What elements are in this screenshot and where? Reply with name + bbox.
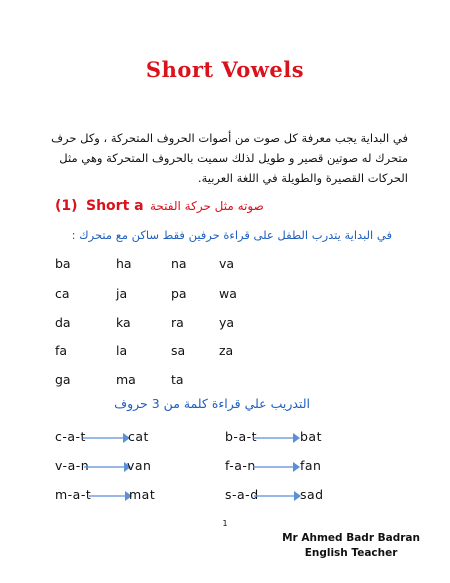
spelled-word: f-a-n bbox=[225, 458, 256, 473]
blended-word: sad bbox=[300, 487, 324, 502]
spelled-word: b-a-t bbox=[225, 429, 258, 444]
syllable: ya bbox=[219, 315, 235, 330]
syllable: ta bbox=[171, 372, 184, 387]
syllable: na bbox=[171, 256, 187, 271]
syllable: sa bbox=[171, 343, 186, 358]
syllable: va bbox=[219, 256, 235, 271]
blended-word: bat bbox=[300, 429, 322, 444]
spelled-word: v-a-n bbox=[55, 458, 90, 473]
syllable: wa bbox=[219, 286, 237, 301]
arrow-right-icon bbox=[81, 431, 131, 445]
syllable: ka bbox=[116, 315, 131, 330]
syllable: ja bbox=[116, 286, 128, 301]
arrow-right-icon bbox=[82, 460, 132, 474]
blended-word: mat bbox=[129, 487, 156, 502]
author-block bbox=[282, 531, 420, 561]
blended-word: cat bbox=[128, 429, 149, 444]
arrow-right-icon bbox=[252, 489, 302, 503]
spelled-word: m-a-t bbox=[55, 487, 92, 502]
syllable: ra bbox=[171, 315, 184, 330]
section-number: (1) bbox=[55, 198, 78, 214]
word-instruction: التدريب علي قراءة كلمة من 3 حروف bbox=[114, 396, 310, 411]
section-arabic-note: صوته مثل حركة الفتحة bbox=[150, 199, 264, 213]
author-role: English Teacher bbox=[304, 547, 398, 559]
author-name: Mr Ahmed Badr Badran bbox=[282, 532, 420, 544]
spelled-word: s-a-d bbox=[225, 487, 259, 502]
syllable: ma bbox=[116, 372, 136, 387]
syllable: la bbox=[116, 343, 128, 358]
syllable: pa bbox=[171, 286, 187, 301]
blended-word: fan bbox=[300, 458, 322, 473]
spelled-word: c-a-t bbox=[55, 429, 86, 444]
section-label: Short a bbox=[86, 198, 144, 214]
syllable: ha bbox=[116, 256, 132, 271]
page-number: 1 bbox=[222, 519, 228, 528]
syllable: fa bbox=[55, 343, 68, 358]
intro-paragraph: في البداية يجب معرفة كل صوت من أصوات الحروف المتحركة ، وكل حرف متحرك له صوتين قصير و طويل لذلك سميت بالحروف المتحركة وهي مثل الحركات القصيرة والطويلة في اللغة العربية. bbox=[51, 131, 408, 185]
arrow-right-icon bbox=[251, 431, 301, 445]
arrow-right-icon bbox=[251, 460, 301, 474]
syllable: da bbox=[55, 315, 71, 330]
page-title: Short Vowels bbox=[145, 57, 305, 82]
syllable: za bbox=[219, 343, 234, 358]
syllable: ca bbox=[55, 286, 70, 301]
blended-word: van bbox=[127, 458, 152, 473]
syllable-instruction: في البداية يتدرب الطفل على قراءة حرفين فقط ساكن مع متحرك : bbox=[71, 228, 392, 242]
syllable: ba bbox=[55, 256, 71, 271]
syllable: ga bbox=[55, 372, 71, 387]
